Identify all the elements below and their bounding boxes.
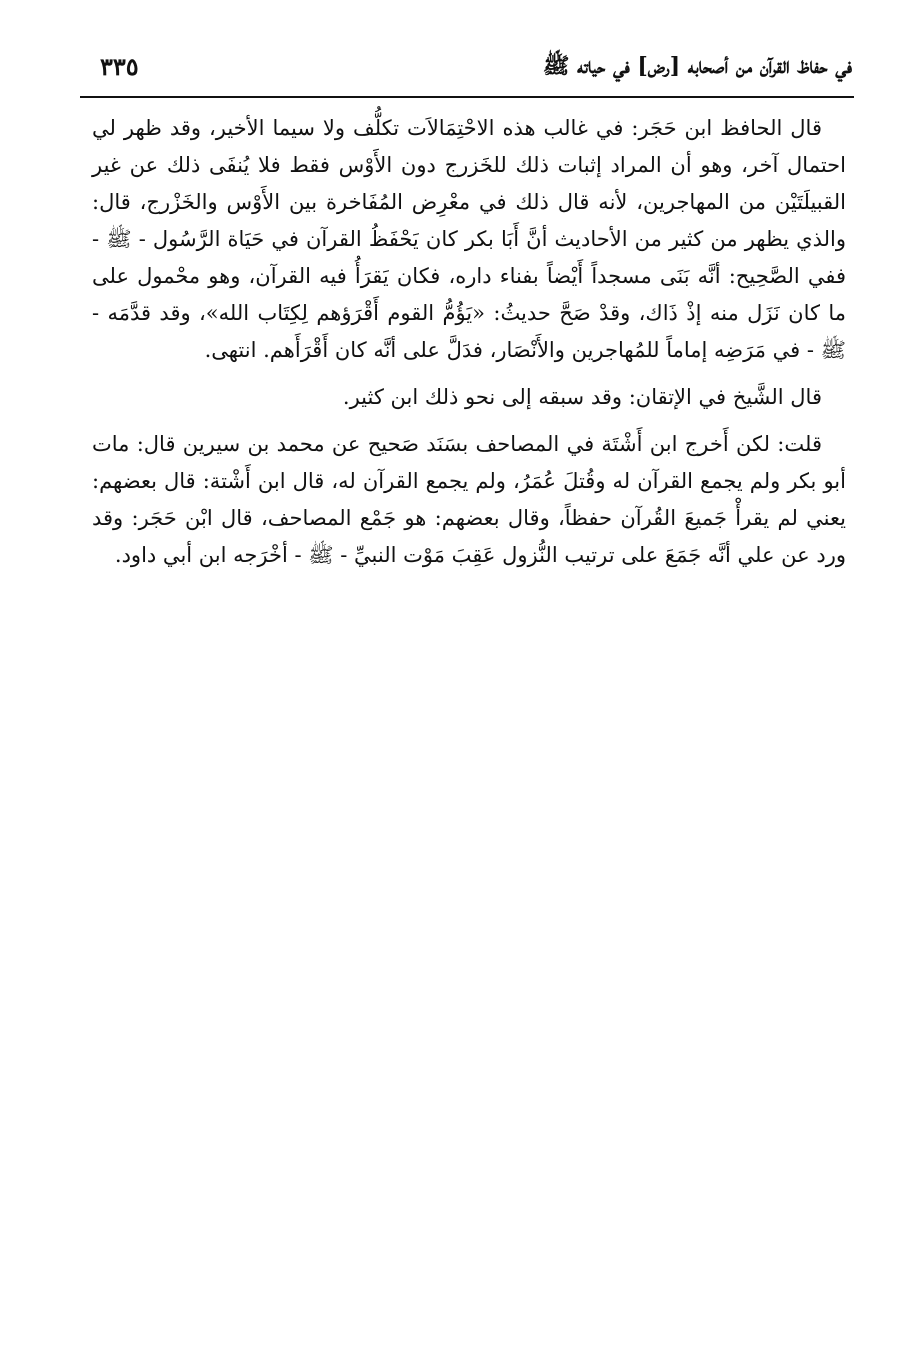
page-number: ٣٣٥ — [100, 52, 139, 81]
body-text — [92, 110, 846, 574]
running-title: في حفاظ القرآن من أصحابه [رض] في حياته ﷺ — [542, 53, 852, 79]
page-header — [80, 44, 854, 98]
paragraph-qultu: قلت: لكن أَخرج ابن أَشْتَة في المصاحف بسَنَد صَحيح عن محمد بن سيرين قال: مات أبو بكر ولم يجمع القرآن له وقُتلَ عُمَرُ، ولم يجمع القرآن له، قال ابن أَشْتة: قال بعضهم: يعني لم يقرأْ جَميعَ القُرآن حفظاً، وقال بعضهم: هو جَمْع المصاحف، قال ابْن حَجَر: وقد ورد عن علي أنَّه جَمَعَ على ترتيب النُّزول عَقِبَ مَوْت النبيِّ - ﷺ - أخْرَجه ابن أبي داود. — [92, 432, 846, 567]
paragraph-itqan: قال الشَّيخ في الإتقان: وقد سبقه إلى نحو ذلك ابن كثير. — [342, 385, 822, 409]
paragraph-ibn-hajar: قال الحافظ ابن حَجَر: في غالب هذه الاحْتِمَالاَت تكلُّف ولا سيما الأخير، وقد ظهر لي احتمال آخر، وهو أن المراد إثبات ذلك للخَزرج دون الأَوْس فقط فلا يُنفَى ذلك عن غير القبيلَتَيْن من المهاجرين، لأنه قال ذلك في معْرِض المُفَاخرة بين الأَوْس والخَزْرج، قال: والذي يظهر من كثير من الأحاديث أنَّ أَبَا بكر كان يَحْفَظُ القرآن في حَيَاة الرَّسُول - ﷺ - ففي الصَّحِيح: أنَّه بَنَى مسجداً أَيْضاً بفناء داره، فكان يَقرَأُ فيه القرآن، وهو محْمول على ما كان نَزَل منه إذْ ذَاك، وقدْ صَحَّ حديثُ: «يَؤُمُّ القوم أَقْرَؤهم لِكِتَاب الله»، وقد قدَّمَه - ﷺ - في مَرَضِه إماماً للمُهاجرين والأَنْصَار، فدَلَّ على أنَّه كان أَقْرَأَهم. انتهى. — [92, 116, 846, 362]
